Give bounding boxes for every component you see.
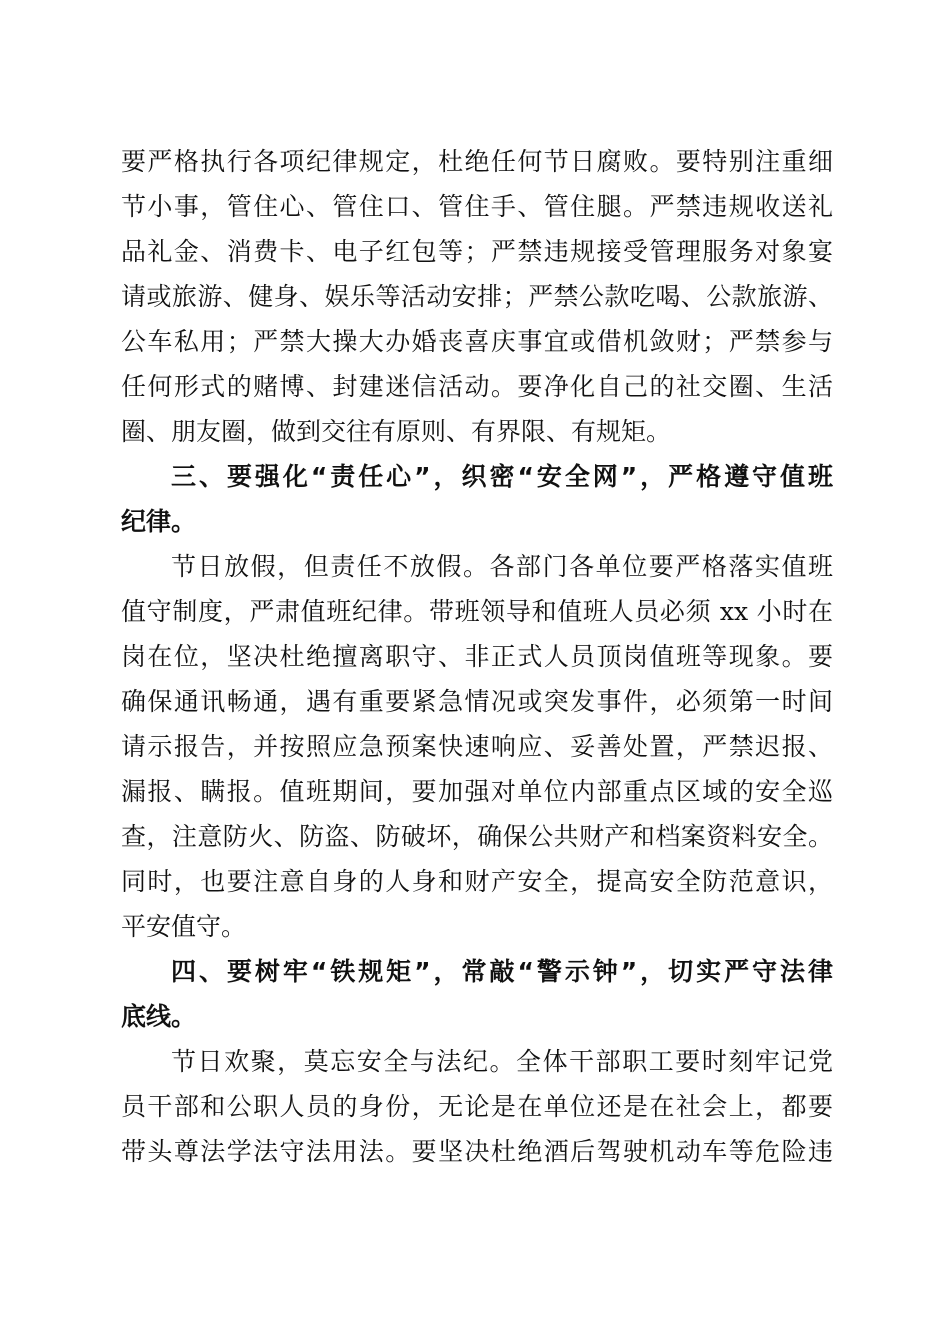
body-text-line: 任何形式的赌博、封建迷信活动。要净化自己的社交圈、生活: [121, 372, 833, 401]
body-text-line: 圈、朋友圈，做到交往有原则、有界限、有规矩。: [121, 417, 672, 446]
body-text-line: 请示报告，并按照应急预案快速响应、妥善处置，严禁迟报、: [121, 732, 833, 761]
body-text-line: 请或旅游、健身、娱乐等活动安排；严禁公款吃喝、公款旅游、: [121, 282, 833, 311]
body-text-line: 节小事，管住心、管住口、管住手、管住腿。严禁违规收送礼: [121, 192, 833, 221]
body-text-line: 漏报、瞒报。值班期间，要加强对单位内部重点区域的安全巡: [121, 777, 833, 806]
body-text-line: 员干部和公职人员的身份，无论是在单位还是在社会上，都要: [121, 1092, 833, 1121]
body-text-line: 平安值守。: [121, 912, 247, 941]
body-text-line: 节日欢聚，莫忘安全与法纪。全体干部职工要时刻牢记党: [171, 1047, 833, 1076]
body-text-line: 节日放假，但责任不放假。各部门各单位要严格落实值班: [171, 552, 833, 581]
body-text-line: 同时，也要注意自身的人身和财产安全，提高安全防范意识，: [121, 867, 833, 896]
body-text-line: 岗在位，坚决杜绝擅离职守、非正式人员顶岗值班等现象。要: [121, 642, 833, 671]
body-text-line: 品礼金、消费卡、电子红包等；严禁违规接受管理服务对象宴: [121, 237, 833, 266]
body-text-line: 值守制度，严肃值班纪律。带班领导和值班人员必须 xx 小时在: [121, 597, 833, 626]
section-heading-4-cont: 底线。: [121, 1002, 197, 1031]
section-heading-4: 四、要树牢“铁规矩”，常敲“警示钟”，切实严守法律: [171, 957, 833, 986]
body-text-line: 要严格执行各项纪律规定，杜绝任何节日腐败。要特别注重细: [121, 147, 833, 176]
body-text-line: 查，注意防火、防盗、防破坏，确保公共财产和档案资料安全。: [121, 822, 833, 851]
body-text-line: 确保通讯畅通，遇有重要紧急情况或突发事件，必须第一时间: [121, 687, 833, 716]
section-heading-3-cont: 纪律。: [121, 507, 197, 536]
body-text-line: 公车私用；严禁大操大办婚丧喜庆事宜或借机敛财；严禁参与: [121, 327, 833, 356]
section-heading-3: 三、要强化“责任心”，织密“安全网”，严格遵守值班: [171, 462, 833, 491]
body-text-line: 带头尊法学法守法用法。要坚决杜绝酒后驾驶机动车等危险违: [121, 1137, 833, 1166]
